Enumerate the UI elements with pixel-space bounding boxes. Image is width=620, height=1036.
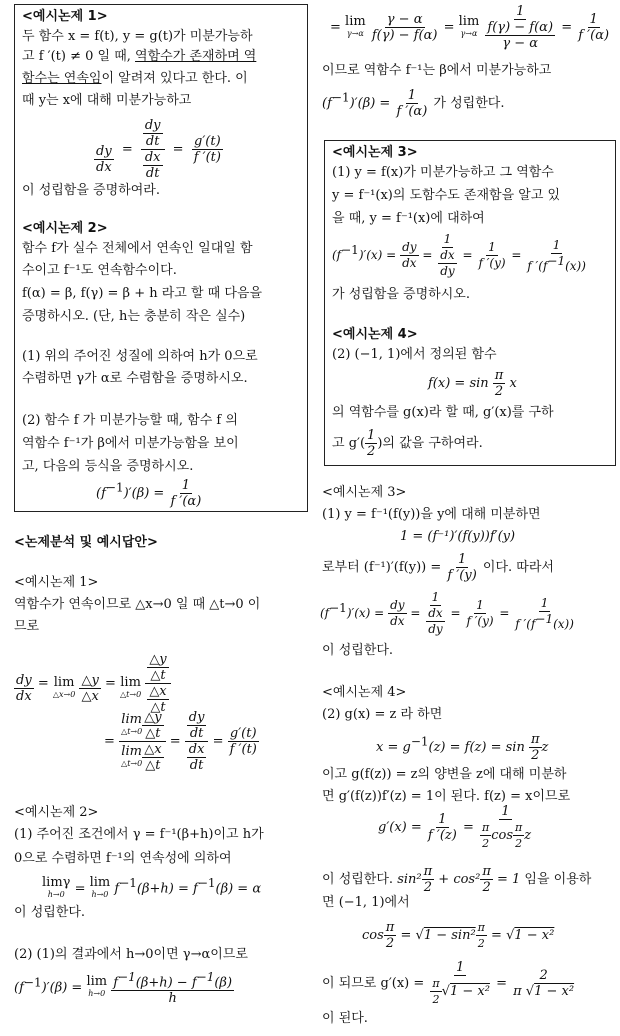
answer3-eq1: 1 = (f⁻¹)′(f(y))f′(y) bbox=[400, 529, 516, 544]
problem3-line3: 을 때, y = f⁻¹(x)에 대하여 bbox=[332, 211, 485, 226]
answer4-line4a: 이 성립한다. bbox=[322, 872, 398, 887]
answer4-line6: 이 되므로 g′(x) = 1 $\frac{\pi}{2}$ √1 − x² = $\frac{2}{\text{π √1 − x²}}$ bbox=[322, 960, 575, 1006]
problem2-q2b: 역함수 f⁻¹가 β에서 미분가능함을 보이 bbox=[22, 436, 239, 451]
answer4-title: <예시논제 4> bbox=[322, 685, 407, 700]
answer4-line7: 이 된다. bbox=[322, 1011, 368, 1026]
problem4-line3: 고 g′( $\frac{1}{2}$ )의 값을 구하여라. bbox=[332, 428, 483, 459]
problem4-line1: (2) (−1, 1)에서 정의된 함수 bbox=[332, 347, 497, 362]
answer2-cont2: $(f^{-1})'(\beta)$ = $\frac{1}{f '(\alpha)}$ 가 성립한다. bbox=[322, 88, 505, 119]
problem1-line2 bbox=[22, 48, 256, 66]
answer1-line1: 역함수가 연속이므로 △x→0 일 때 △t→0 이 bbox=[14, 597, 261, 612]
answer2-line4: (2) (1)의 결과에서 h→0이면 γ→α이므로 bbox=[14, 947, 248, 962]
answer3-line2b: 이다. 따라서 bbox=[478, 560, 554, 575]
answer3-line1: (1) y = f⁻¹(f(y))을 y에 대해 미분하면 bbox=[322, 507, 541, 522]
answer4-line5: 면 (−1, 1)에서 bbox=[322, 895, 410, 910]
problem1-line3 bbox=[22, 70, 248, 88]
problem2-title: <예시논제 2> bbox=[22, 221, 108, 236]
answer4-eq3: cos $\frac{\pi}{2}$ = √1 − sin² $\frac{\pi}{2}$ = √1 − x² bbox=[362, 920, 555, 951]
problem4-equation: f(x) = sin $\frac{\pi}{2}$ x bbox=[428, 368, 517, 399]
problem2-line1: 함수 f가 실수 전체에서 연속인 일대일 함 bbox=[22, 241, 253, 256]
problem2-q1b: 수렴하면 γ가 α로 수렴함을 증명하시오. bbox=[22, 371, 248, 386]
answer2-line1: (1) 주어진 조건에서 γ = f⁻¹(β+h)이고 h가 bbox=[14, 827, 264, 842]
answer2-equation1: limγ h→0 = lim h→0 $f^{-1}(\beta+h) = f^{-1}(\beta) = \alpha$ bbox=[42, 874, 262, 899]
answer3-line3: 이 성립한다. bbox=[322, 643, 394, 658]
answer2-cont2-text: 가 성립한다. bbox=[433, 96, 505, 111]
answer4-line1: (2) g(x) = z 라 하면 bbox=[322, 707, 443, 722]
answer4-eq2: g′(x) = $\frac{1}{f '(z)}$ = 1 $\frac{\pi}{2}$ cos $\frac{\pi}{2}$ z bbox=[378, 804, 532, 850]
answer2-cont1: 이므로 역함수 f⁻¹는 β에서 미분가능하고 bbox=[322, 63, 552, 78]
answer2-line2: 0으로 수렴하면 f⁻¹의 연속성에 의하여 bbox=[14, 851, 232, 866]
problem1-equation: $\frac{dy}{dx}$ = $\frac{\frac{dy}{dt}}{\frac{dx}{dt}}$ = $\frac{g'(t)}{f '(t)}$ bbox=[96, 118, 221, 181]
answer2-equation3: = lim γ→α $\frac{\gamma - \alpha}{f(\gamma) - f(\alpha)}$ = lim γ→α $\frac{1}{\frac{f(\gamma) - f(\alpha)}{\gamma - \alpha}}$ = $\frac{1}{f '(\alpha)}$ bbox=[330, 4, 610, 51]
problem4-line2: 의 역함수를 g(x)라 할 때, g′(x)를 구하 bbox=[332, 405, 554, 420]
answer3-equation: $(f^{-1})'(x)$ = $\frac{dy}{dx}$ = $\frac{1}{\frac{dx}{dy}}$ = $\frac{1}{f '(y)}$ = $\frac{1}{f '(f^{-1}(x))}$ bbox=[320, 590, 574, 636]
answer1-equation2: = lim △t→0 $\frac{\triangle y}{\triangle t}$ lim △t→0 $\frac{\triangle x}{\triangle t}$ = $\frac{\frac{dy}{dt}}{\frac{dx}{dt}}$ = $\frac{g'(t)}{f '(t)}$ bbox=[104, 710, 257, 773]
problem1-title: <예시논제 1> bbox=[22, 9, 108, 24]
answer4-eq1: $x = g^{-1}(z) = f(z) = \sin$ $\frac{\pi}{2}$ z bbox=[376, 732, 549, 763]
problem3-title: <예시논제 3> bbox=[332, 145, 418, 160]
problem4-line3a: 고 g′( bbox=[332, 436, 366, 451]
problem1-line5: 이 성립함을 증명하여라. bbox=[22, 183, 160, 198]
problem3-line4: 가 성립함을 증명하시오. bbox=[332, 287, 470, 302]
answer4-line3: 면 g′(f(z))f′(z) = 1이 된다. f(z) = x이므로 bbox=[322, 789, 571, 804]
problem2-q1a: (1) 위의 주어진 성질에 의하여 h가 0으로 bbox=[22, 349, 258, 364]
problem1-line4: 때 y는 x에 대해 미분가능하고 bbox=[22, 93, 192, 108]
answer3-title: <예시논제 3> bbox=[322, 485, 407, 500]
problem2-q2c: 고, 다음의 등식을 증명하시오. bbox=[22, 459, 194, 474]
problem1-line3b: 이 알려져 있다고 한다. 이 bbox=[101, 71, 248, 86]
problem2-equation: $(f^{-1})'(\beta)$ = $\frac{1}{f '(\alpha)}$ bbox=[96, 478, 202, 509]
problem3-equation: $(f^{-1})'(x)$ = $\frac{dy}{dx}$ = $\frac{1}{\frac{dx}{dy}}$ = $\frac{1}{f '(y)}$ = $\frac{1}{f '(f^{-1}(x))}$ bbox=[332, 232, 586, 278]
problem2-line4: 증명하시오. (단, h는 충분히 작은 실수) bbox=[22, 309, 246, 324]
problem1-line2b: 역함수가 존재하며 역 bbox=[135, 49, 257, 64]
answer3-line2: 로부터 (f⁻¹)′(f(y)) = $\frac{1}{f '(y)}$ 이다. 따라서 bbox=[322, 552, 554, 583]
problem1-line2a: 고 f ′(t) ≠ 0 일 때, bbox=[22, 49, 136, 64]
problem2-line2: 수이고 f⁻¹도 연속함수이다. bbox=[22, 263, 177, 278]
problem1-line1: 두 함수 x = f(t), y = g(t)가 미분가능하 bbox=[22, 29, 253, 44]
answer2-equation2: $(f^{-1})'(\beta)$ = lim h→0 $\frac{f^{-1}(\beta+h) - f^{-1}(\beta)}{h}$ bbox=[14, 970, 233, 1007]
problem3-line2: y = f⁻¹(x)의 도함수도 존재함을 알고 있 bbox=[332, 188, 561, 203]
answer4-line2: 이고 g(f(z)) = z의 양변을 z에 대해 미분하 bbox=[322, 767, 567, 782]
answer4-line6-text: 이 되므로 g′(x) = bbox=[322, 976, 425, 991]
answer3-line2a: 로부터 (f⁻¹)′(f(y)) = bbox=[322, 560, 446, 575]
problem2-line3: f(α) = β, f(γ) = β + h 라고 할 때 다음을 bbox=[22, 286, 263, 301]
answer4-line4b: 임을 이용하 bbox=[520, 872, 592, 887]
answer1-line2: 므로 bbox=[14, 619, 40, 634]
problem2-q2a: (2) 함수 f 가 미분가능할 때, 함수 f 의 bbox=[22, 413, 238, 428]
problem3-line1: (1) y = f(x)가 미분가능하고 그 역함수 bbox=[332, 165, 554, 180]
problem1-line3a: 함수는 연속임 bbox=[22, 71, 102, 86]
answer4-line4: 이 성립한다. sin² $\frac{\pi}{2}$ + cos² $\frac{\pi}{2}$ = 1 임을 이용하 bbox=[322, 864, 592, 895]
problem4-line3b: )의 값을 구하여라. bbox=[377, 436, 483, 451]
problem4-title: <예시논제 4> bbox=[332, 327, 418, 342]
answer2-line3: 이 성립한다. bbox=[14, 905, 86, 920]
answer1-equation1: $\frac{dy}{dx}$ = lim △x→0 $\frac{\triangle y}{\triangle x}$ = lim △t→0 $\frac{\frac{\triangle y}{\triangle t}}{\frac{\triangle x}{\triangle t}}$ bbox=[14, 652, 171, 715]
answer1-title: <예시논제 1> bbox=[14, 575, 99, 590]
answer2-title: <예시논제 2> bbox=[14, 805, 99, 820]
analysis-title: <논제분석 및 예시답안> bbox=[14, 535, 158, 550]
